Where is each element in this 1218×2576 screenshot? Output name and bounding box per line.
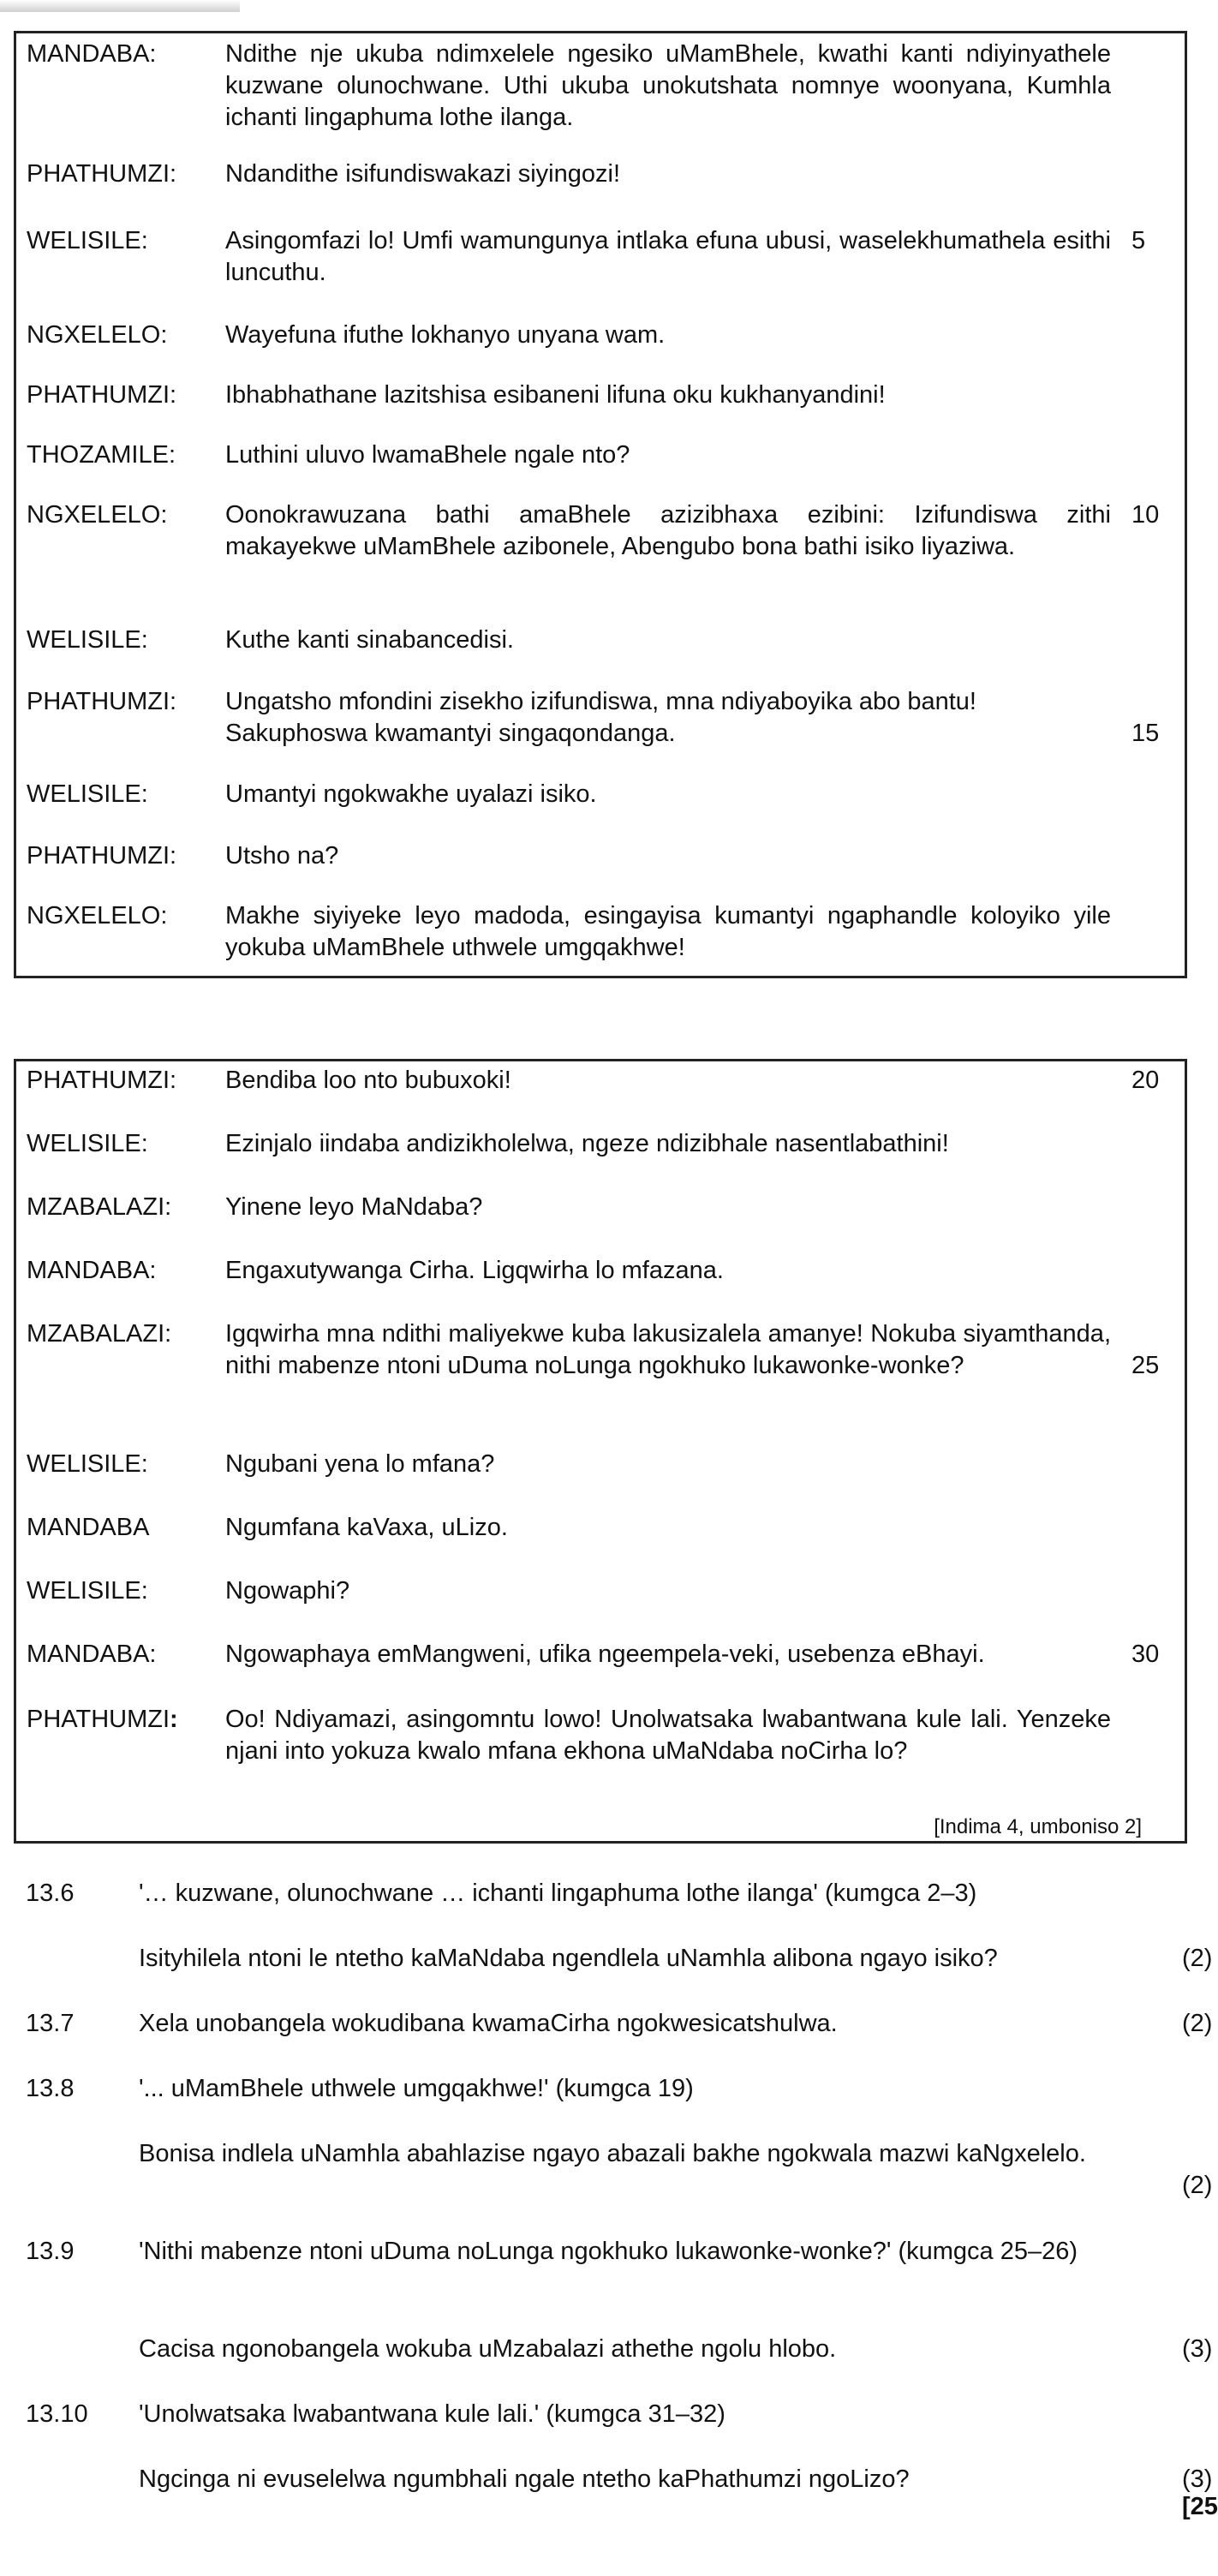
- question-text: Ngcinga ni evuselelwa ngumbhali ngale ntetho kaPhathumzi ngoLizo?: [139, 2465, 910, 2493]
- line-number: 25: [1131, 1352, 1160, 1379]
- question-quote: 'Unolwatsaka lwabantwana kule lali.' (kumgca 31–32): [139, 2400, 725, 2428]
- speaker-colon: :: [170, 1706, 178, 1733]
- question-number: 13.8: [26, 2075, 75, 2102]
- dialogue-text: Wayefuna ifuthe lokhanyo unyana wam.: [225, 321, 666, 349]
- speaker-name: PHATHUMZI: [27, 1706, 170, 1733]
- line-number: 10: [1131, 501, 1160, 529]
- line-number: 15: [1131, 720, 1160, 747]
- dialogue-text: Utsho na?: [225, 842, 339, 870]
- speaker-label: NGXELELO:: [27, 902, 168, 929]
- speaker-label: WELISILE:: [27, 1577, 148, 1605]
- speaker-label: MANDABA:: [27, 1257, 157, 1284]
- dialogue-text: Ngumfana kaVaxa, uLizo.: [225, 1514, 508, 1541]
- dialogue-text: Oo! Ndiyamazi, asingomntu lowo! Unolwatsaka lwabantwana kule lali. Yenzeke njani into yokuza kwalo mfana ekhona uMaNdaba noCirha lo?: [225, 1706, 1111, 1765]
- dialogue-text: Oonokrawuzana bathi amaBhele azizibhaxa ezibini: Izifundiswa zithi makayekwe uMamBhele azibonele, Abengubo bona bathi isiko liyaziwa.: [225, 501, 1111, 560]
- speaker-label: MZABALAZI:: [27, 1320, 172, 1348]
- question-text: Cacisa ngonobangela wokuba uMzabalazi athethe ngolu hlobo.: [139, 2335, 837, 2363]
- speaker-label: NGXELELO:: [27, 501, 168, 529]
- question-quote: 'Nithi mabenze ntoni uDuma noLunga ngokhuko lukawonke-wonke?' (kumgca 25–26): [139, 2238, 1078, 2265]
- speaker-label: NGXELELO:: [27, 321, 168, 349]
- speaker-label: MANDABA: [27, 1514, 150, 1541]
- question-quote: '... uMamBhele uthwele umgqakhwe!' (kumgca 19): [139, 2075, 694, 2102]
- question-mark: (2): [1182, 2010, 1213, 2037]
- line-number: 20: [1131, 1067, 1160, 1094]
- dialogue-text: Ndandithe isifundiswakazi siyingozi!: [225, 160, 621, 188]
- dialogue-text: Ndithe nje ukuba ndimxelele ngesiko uMamBhele, kwathi kanti ndiyinyathele kuzwane olunochwane. Uthi ukuba unokutshata nomnye woonyana, Kumhla ichanti lingaphuma lothe ilanga.: [225, 40, 1111, 131]
- dialogue-text: Ngowaphaya emMangweni, ufika ngeempela-veki, usebenza eBhayi.: [225, 1641, 985, 1668]
- speaker-label: PHATHUMZI:: [27, 688, 177, 715]
- question-number: 13.10: [26, 2400, 88, 2428]
- dialogue-text: Ngowaphi?: [225, 1577, 350, 1605]
- line-number: 5: [1131, 227, 1146, 254]
- dialogue-text: Makhe siyiyeke leyo madoda, esingayisa kumantyi ngaphandle koloyiko yile yokuba uMamBhele uthwele umgqakhwe!: [225, 902, 1111, 961]
- dialogue-text: Igqwirha mna ndithi maliyekwe kuba lakusizalela amanye! Nokuba siyamthanda, nithi mabenze ntoni uDuma noLunga ngokhuko lukawonke-wonke?: [225, 1320, 1111, 1379]
- dialogue-text: Ungatsho mfondini zisekho izifundiswa, mna ndiyaboyika abo bantu! Sakuphoswa kwamantyi singaqondanga.: [225, 688, 976, 747]
- extract-box-2: [14, 1059, 1187, 1844]
- dialogue-text: Umantyi ngokwakhe uyalazi isiko.: [225, 780, 597, 808]
- dialogue-text: Engaxutywanga Cirha. Ligqwirha lo mfazana.: [225, 1257, 724, 1284]
- dialogue-text: Ngubani yena lo mfana?: [225, 1450, 495, 1478]
- speaker-label: WELISILE:: [27, 1450, 148, 1478]
- dialogue-text: Ibhabhathane lazitshisa esibaneni lifuna oku kukhanyandini!: [225, 381, 886, 409]
- dialogue-text: Kuthe kanti sinabancedisi.: [225, 626, 514, 654]
- question-mark: (3): [1182, 2335, 1213, 2363]
- speaker-label: PHATHUMZI:: [27, 1067, 177, 1094]
- speaker-label: WELISILE:: [27, 780, 148, 808]
- question-mark: (3): [1182, 2465, 1213, 2493]
- question-number: 13.7: [26, 2010, 75, 2037]
- speaker-label: WELISILE:: [27, 1130, 148, 1157]
- question-mark: (2): [1182, 2172, 1213, 2199]
- speaker-label: [27, 1704, 232, 1736]
- question-quote: '… kuzwane, olunochwane … ichanti lingaphuma lothe ilanga' (kumgca 2–3): [139, 1880, 977, 1907]
- speaker-label: PHATHUMZI:: [27, 842, 177, 870]
- question-mark: (2): [1182, 1945, 1213, 1972]
- extract-box-1: [14, 31, 1187, 978]
- question-text: Isityhilela ntoni le ntetho kaMaNdaba ngendlela uNamhla alibona ngayo isiko?: [139, 1945, 998, 1972]
- dialogue-text: Bendiba loo nto bubuxoki!: [225, 1067, 511, 1094]
- source-reference: [Indima 4, umboniso 2]: [934, 1815, 1142, 1838]
- total-marks: [25: [1182, 2493, 1218, 2520]
- speaker-label: THOZAMILE:: [27, 441, 176, 469]
- speaker-label: MZABALAZI:: [27, 1193, 172, 1221]
- question-text: Bonisa indlela uNamhla abahlazise ngayo abazali bakhe ngokwala mazwi kaNgxelelo.: [139, 2140, 1086, 2167]
- speaker-label: PHATHUMZI:: [27, 381, 177, 409]
- question-text: Xela unobangela wokudibana kwamaCirha ngokwesicatshulwa.: [139, 2010, 838, 2037]
- line-number: 30: [1131, 1641, 1160, 1668]
- speaker-label: PHATHUMZI:: [27, 160, 177, 188]
- speaker-label: MANDABA:: [27, 1641, 157, 1668]
- question-number: 13.6: [26, 1880, 75, 1907]
- speaker-label: MANDABA:: [27, 40, 157, 68]
- speaker-label: WELISILE:: [27, 227, 148, 254]
- dialogue-text: Asingomfazi lo! Umfi wamungunya intlaka efuna ubusi, waselekhumathela esithi luncuthu.: [225, 227, 1111, 286]
- speaker-label: WELISILE:: [27, 626, 148, 654]
- dialogue-text: Yinene leyo MaNdaba?: [225, 1193, 483, 1221]
- question-number: 13.9: [26, 2238, 75, 2265]
- dialogue-text: Ezinjalo iindaba andizikholelwa, ngeze ndizibhale nasentlabathini!: [225, 1130, 949, 1157]
- dialogue-text: Luthini uluvo lwamaBhele ngale nto?: [225, 441, 630, 469]
- cropped-heading-strip: [0, 0, 240, 12]
